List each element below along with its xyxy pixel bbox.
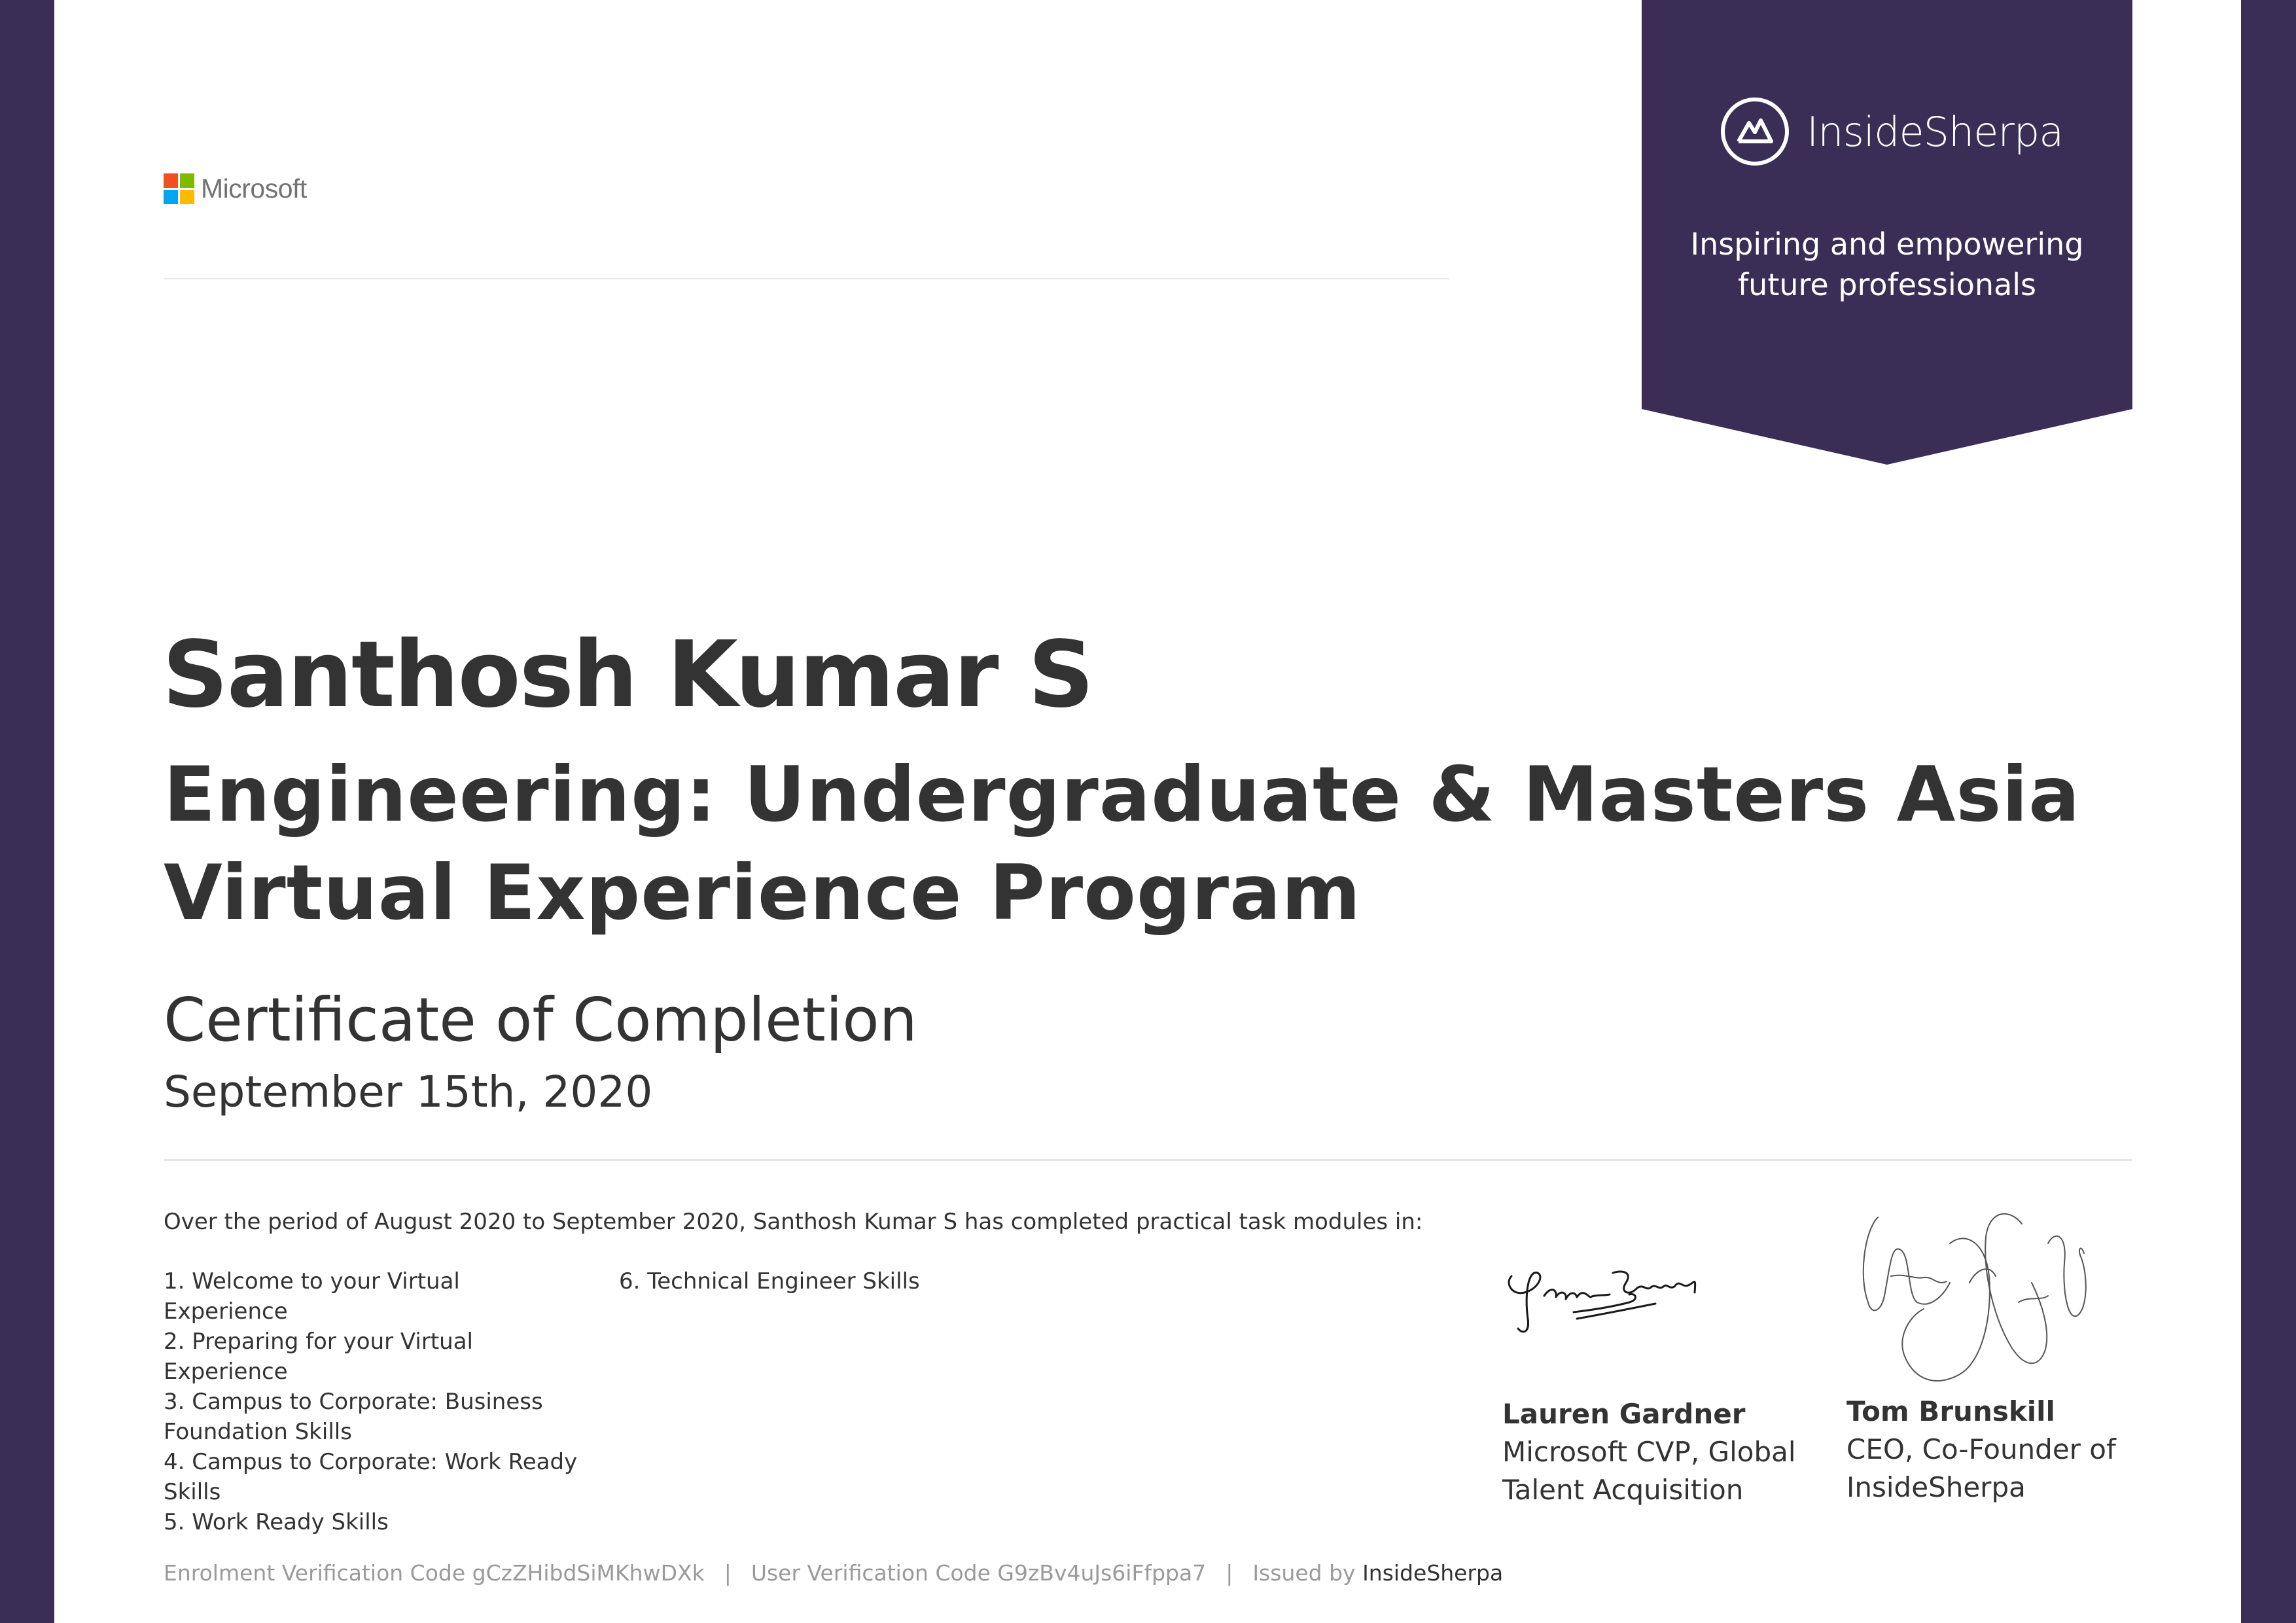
- enrolment-verification-code: Enrolment Verification Code gCzZHibdSiMKhwDXk: [164, 1560, 705, 1586]
- module-list-column-2: [619, 1266, 1077, 1296]
- signatory-role-2-line-2: InsideSherpa: [1846, 1471, 2026, 1503]
- list-item: 1. Welcome to your Virtual Experience: [164, 1268, 460, 1325]
- module-list-column-1: [164, 1266, 582, 1537]
- tagline-line-2: future professionals: [1737, 267, 2037, 302]
- signatory-role-1: [1502, 1433, 1796, 1509]
- recipient-name: Santhosh Kumar S: [162, 622, 1093, 728]
- insidesherpa-brand: [1720, 97, 2063, 166]
- signatory-role-2: [1846, 1431, 2116, 1507]
- list-item: 6. Technical Engineer Skills: [619, 1268, 920, 1294]
- insidesherpa-banner: [1642, 0, 2132, 465]
- signature-tom-brunskill: [1852, 1204, 2094, 1394]
- program-title-line-2: Virtual Experience Program: [164, 849, 1362, 937]
- list-item: 2. Preparing for your Virtual Experience: [164, 1329, 473, 1385]
- logo-square-red: [164, 173, 178, 188]
- logo-square-blue: [164, 190, 178, 204]
- left-border-bar: [0, 0, 54, 1623]
- logo-square-green: [180, 173, 194, 188]
- completion-intro: Over the period of August 2020 to September 2020, Santhosh Kumar S has completed practical task modules in:: [164, 1209, 1423, 1235]
- microsoft-squares-icon: [164, 173, 194, 204]
- right-border-bar: [2241, 0, 2296, 1623]
- microsoft-logo: [164, 173, 307, 204]
- signatory-role-1-line-2: Talent Acquisition: [1502, 1474, 1744, 1506]
- signatory-role-1-line-1: Microsoft CVP, Global: [1502, 1436, 1796, 1468]
- issued-by-label: Issued by: [1252, 1560, 1356, 1586]
- signatory-name-2: Tom Brunskill: [1846, 1395, 2055, 1427]
- program-title: [164, 746, 2080, 942]
- header-divider: [164, 278, 1449, 279]
- certificate-title: Certificate of Completion: [164, 985, 917, 1055]
- insidesherpa-wordmark: InsideSherpa: [1807, 107, 2064, 156]
- mountain-circle-icon: [1720, 97, 1790, 166]
- signatory-name-1: Lauren Gardner: [1502, 1398, 1746, 1430]
- content-divider: [164, 1159, 2132, 1161]
- issuer-name: InsideSherpa: [1362, 1560, 1504, 1586]
- list-item: 5. Work Ready Skills: [164, 1509, 389, 1535]
- certificate-date: September 15th, 2020: [164, 1067, 653, 1117]
- microsoft-wordmark: Microsoft: [201, 173, 307, 204]
- verification-footer: [164, 1560, 1503, 1586]
- user-verification-code: User Verification Code G9zBv4uJs6iFfppa7: [751, 1560, 1207, 1586]
- footer-separator: |: [724, 1560, 732, 1586]
- tagline-line-1: Inspiring and empowering: [1690, 226, 2084, 262]
- list-item: 3. Campus to Corporate: Business Foundation Skills: [164, 1389, 543, 1445]
- logo-square-yellow: [180, 190, 194, 204]
- signature-lauren-gardner: [1498, 1257, 1740, 1342]
- footer-separator: |: [1226, 1560, 1233, 1586]
- program-title-line-1: Engineering: Undergraduate & Masters Asia: [164, 751, 2081, 839]
- banner-tagline: [1642, 224, 2132, 305]
- signatory-role-2-line-1: CEO, Co-Founder of: [1846, 1433, 2116, 1465]
- list-item: 4. Campus to Corporate: Work Ready Skills: [164, 1449, 578, 1505]
